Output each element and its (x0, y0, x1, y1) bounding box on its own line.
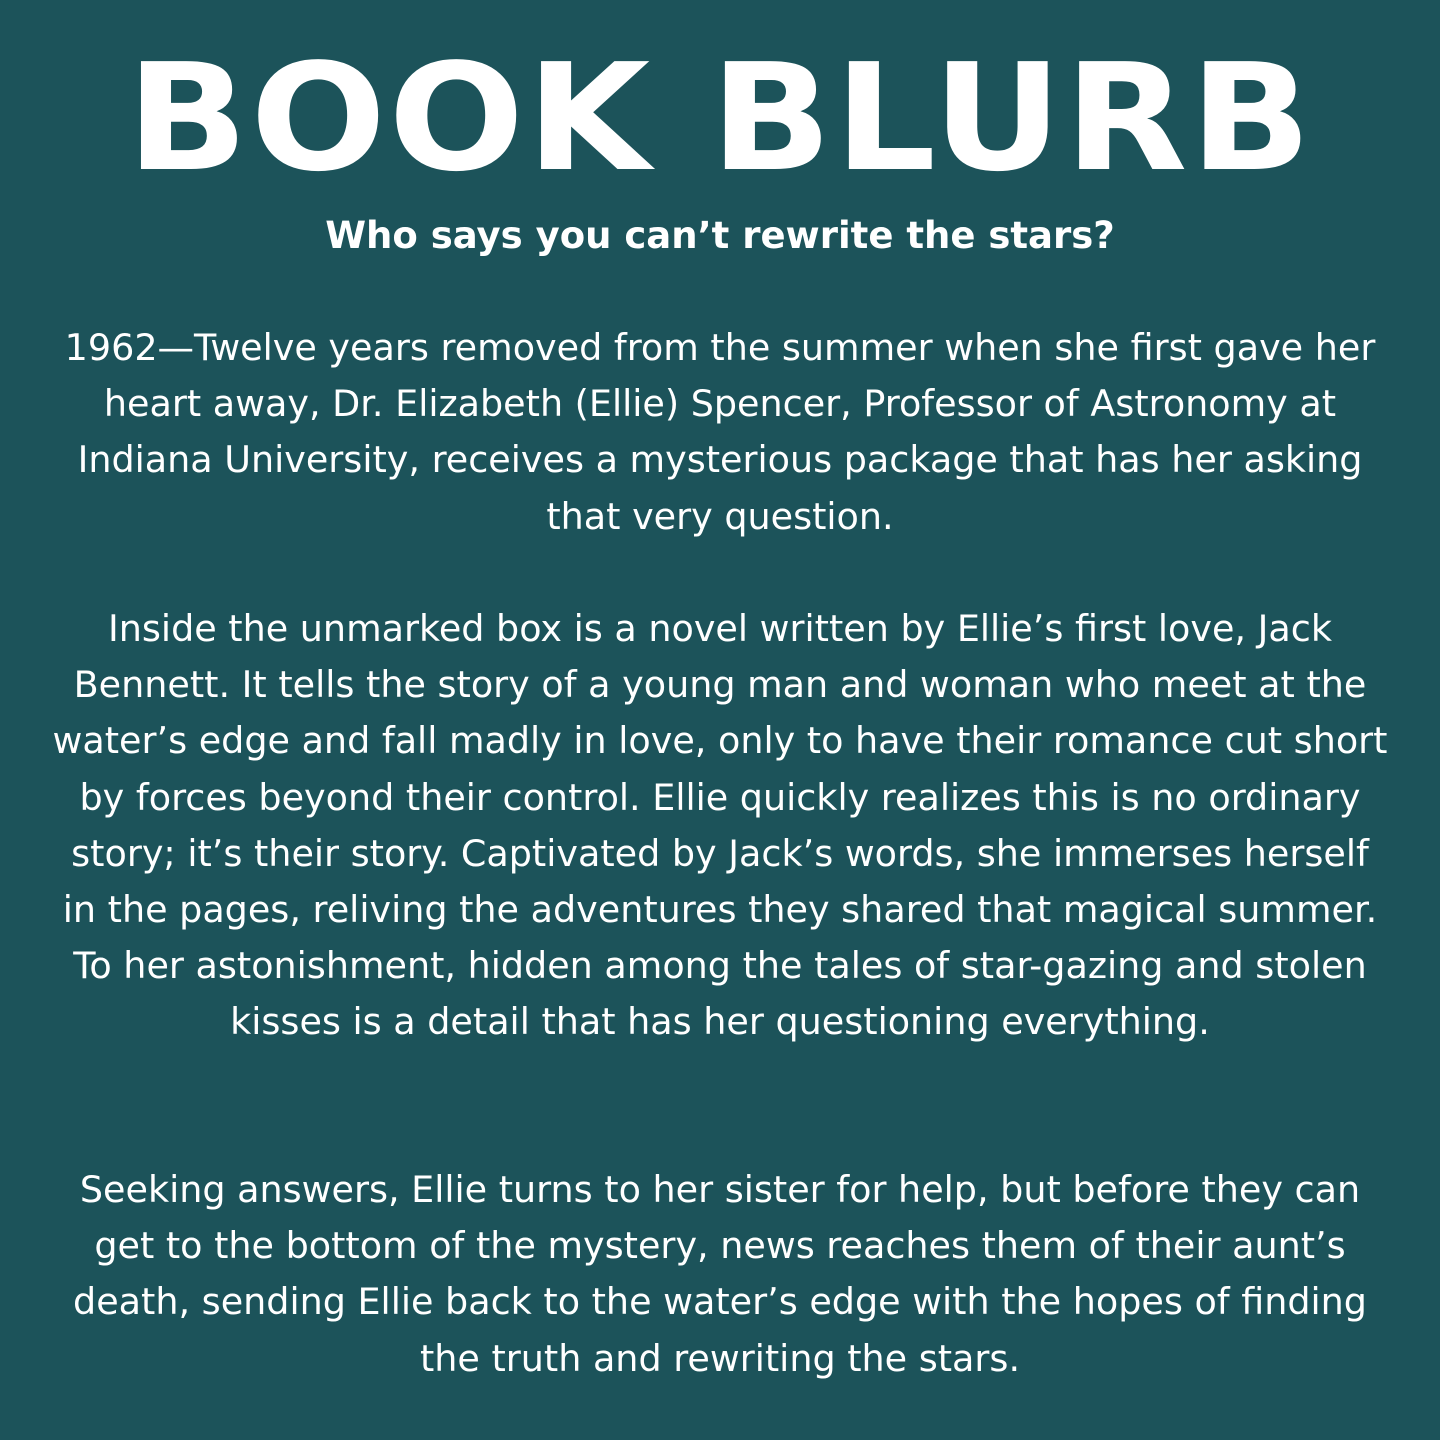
blurb-paragraph-2: Inside the unmarked box is a novel written by Ellie’s first love, Jack Bennett. It tells the story of a young man and woman who meet at the water’s edge and fall madly in love, only to have their romance cut short by forces beyond their control. Ellie quickly realizes this is no ordinary story; it’s their story. Captivated by Jack’s words, she immerses herself in the pages, reliving the adventures they shared that magical summer. To her astonishment, hidden among the tales of star-gazing and stolen kisses is a detail that has her questioning everything. (52, 607, 1388, 1044)
blurb-paragraph-3: Seeking answers, Ellie turns to her sister for help, but before they can get to the bottom of the mystery, news reaches them of their aunt’s death, sending Ellie back to the water’s edge with the hopes of finding the truth and rewriting the stars. (73, 1168, 1367, 1380)
blurb-paragraph-1: 1962—Twelve years removed from the summer when she first gave her heart away, Dr. Elizabeth (Ellie) Spencer, Professor of Astronomy at Indiana University, receives a mysterious package that has her asking that very question. (64, 326, 1376, 538)
tagline: Who says you can’t rewrite the stars? (325, 214, 1115, 257)
page-title: BOOK BLURB (126, 32, 1314, 204)
